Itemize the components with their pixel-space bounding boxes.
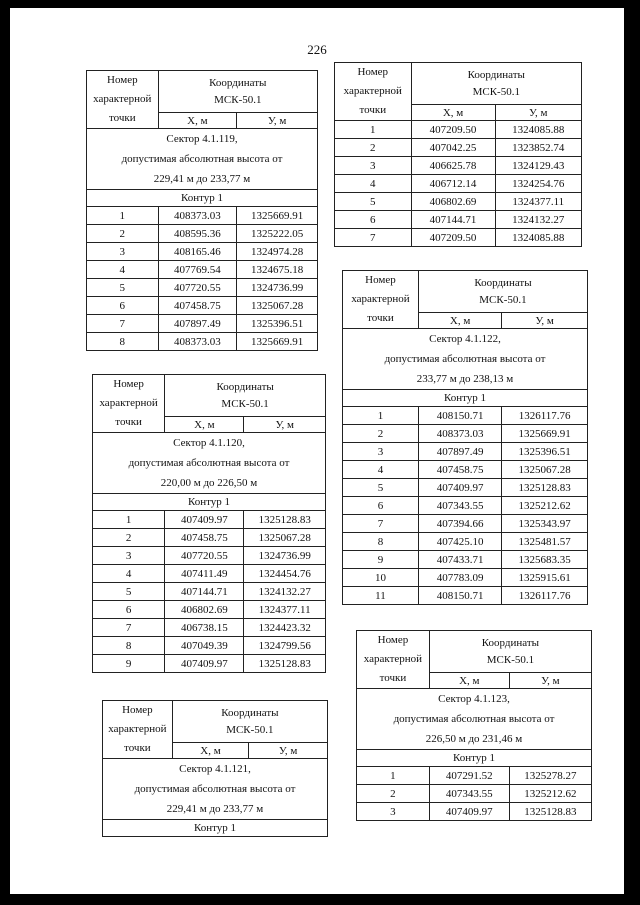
x-coordinate: 407720.55	[165, 547, 244, 565]
y-coordinate: 1324736.99	[244, 547, 326, 565]
table-row	[93, 601, 326, 619]
point-number: 4	[335, 175, 412, 193]
point-number: 7	[93, 619, 165, 637]
x-coordinate: 407458.75	[158, 297, 237, 315]
x-coordinate: 407411.49	[165, 565, 244, 583]
y-coordinate: 1324085.88	[495, 121, 581, 139]
x-coordinate: 408373.03	[158, 333, 237, 351]
x-coordinate: 407409.97	[165, 511, 244, 529]
table-row	[343, 569, 588, 587]
header-coordinates: Координаты МСК-50.1	[158, 71, 317, 113]
header-point-number: Номер характерной точки	[93, 375, 165, 433]
table-row	[87, 243, 318, 261]
point-number: 6	[93, 601, 165, 619]
point-number: 8	[343, 533, 419, 551]
header-coordinates: Координаты МСК-50.1	[429, 631, 591, 673]
header-point-number: Номер характерной точки	[335, 63, 412, 121]
table-row	[343, 461, 588, 479]
table-row	[343, 587, 588, 605]
x-coordinate: 407409.97	[429, 803, 509, 821]
x-coordinate: 408373.03	[418, 425, 501, 443]
point-number: 7	[87, 315, 159, 333]
x-coordinate: 408150.71	[418, 587, 501, 605]
y-coordinate: 1325128.83	[244, 511, 326, 529]
table-row	[357, 767, 592, 785]
header-coordinates: Координаты МСК-50.1	[165, 375, 326, 417]
header-coordinates: Координаты МСК-50.1	[172, 701, 327, 743]
point-number: 1	[87, 207, 159, 225]
header-x: X, м	[172, 743, 249, 759]
point-number: 3	[335, 157, 412, 175]
table-row	[87, 207, 318, 225]
coordinate-table	[356, 630, 592, 821]
x-coordinate: 406802.69	[411, 193, 495, 211]
y-coordinate: 1324132.27	[244, 583, 326, 601]
point-number: 6	[335, 211, 412, 229]
y-coordinate: 1324675.18	[237, 261, 318, 279]
table-row	[343, 407, 588, 425]
table-row	[357, 785, 592, 803]
point-number: 4	[93, 565, 165, 583]
header-x: X, м	[429, 673, 509, 689]
point-number: 5	[93, 583, 165, 601]
x-coordinate: 407897.49	[418, 443, 501, 461]
y-coordinate: 1324799.56	[244, 637, 326, 655]
header-x: X, м	[418, 313, 501, 329]
coord-table-sector-122	[342, 270, 588, 605]
table-row	[93, 637, 326, 655]
point-number: 1	[343, 407, 419, 425]
y-coordinate: 1324377.11	[495, 193, 581, 211]
point-number: 11	[343, 587, 419, 605]
point-number: 10	[343, 569, 419, 587]
y-coordinate: 1325669.91	[502, 425, 588, 443]
table-row	[335, 229, 582, 247]
point-number: 6	[87, 297, 159, 315]
x-coordinate: 407209.50	[411, 121, 495, 139]
point-number: 8	[93, 637, 165, 655]
table-row	[93, 583, 326, 601]
header-y: У, м	[495, 105, 581, 121]
x-coordinate: 407409.97	[165, 655, 244, 673]
point-number: 4	[87, 261, 159, 279]
x-coordinate: 407769.54	[158, 261, 237, 279]
header-point-number: Номер характерной точки	[103, 701, 173, 759]
point-number: 7	[343, 515, 419, 533]
table-row	[93, 565, 326, 583]
table-row	[335, 175, 582, 193]
header-point-number: Номер характерной точки	[357, 631, 430, 689]
y-coordinate: 1325067.28	[502, 461, 588, 479]
point-number: 2	[343, 425, 419, 443]
point-number: 2	[335, 139, 412, 157]
table-row	[335, 157, 582, 175]
coordinate-table	[334, 62, 582, 247]
y-coordinate: 1324736.99	[237, 279, 318, 297]
table-row	[343, 479, 588, 497]
table-row	[93, 655, 326, 673]
table-row	[87, 225, 318, 243]
point-number: 2	[87, 225, 159, 243]
point-number: 5	[335, 193, 412, 211]
table-row	[87, 315, 318, 333]
coordinate-table	[342, 270, 588, 605]
table-row	[335, 121, 582, 139]
table-row	[87, 333, 318, 351]
point-number: 8	[87, 333, 159, 351]
header-point-number: Номер характерной точки	[87, 71, 159, 129]
contour-label: Контур 1	[103, 820, 328, 837]
x-coordinate: 407209.50	[411, 229, 495, 247]
table-row	[335, 193, 582, 211]
header-y: У, м	[244, 417, 326, 433]
document-page	[10, 8, 624, 894]
point-number: 5	[343, 479, 419, 497]
x-coordinate: 407897.49	[158, 315, 237, 333]
header-x: X, м	[165, 417, 244, 433]
table-row	[335, 139, 582, 157]
y-coordinate: 1325343.97	[502, 515, 588, 533]
table-row	[343, 497, 588, 515]
table-row	[357, 803, 592, 821]
point-number: 4	[343, 461, 419, 479]
x-coordinate: 407394.66	[418, 515, 501, 533]
y-coordinate: 1325915.61	[502, 569, 588, 587]
y-coordinate: 1326117.76	[502, 407, 588, 425]
point-number: 1	[335, 121, 412, 139]
table-row	[87, 279, 318, 297]
y-coordinate: 1324129.43	[495, 157, 581, 175]
x-coordinate: 406738.15	[165, 619, 244, 637]
header-y: У, м	[249, 743, 328, 759]
point-number: 6	[343, 497, 419, 515]
header-coordinates: Координаты МСК-50.1	[411, 63, 581, 105]
table-row	[93, 511, 326, 529]
page-number: 226	[307, 42, 327, 57]
x-coordinate: 407049.39	[165, 637, 244, 655]
point-number: 5	[87, 279, 159, 297]
point-number: 1	[357, 767, 430, 785]
table-row	[343, 443, 588, 461]
y-coordinate: 1325396.51	[237, 315, 318, 333]
table-row	[343, 515, 588, 533]
y-coordinate: 1324377.11	[244, 601, 326, 619]
table-row	[87, 297, 318, 315]
x-coordinate: 407425.10	[418, 533, 501, 551]
x-coordinate: 406712.14	[411, 175, 495, 193]
x-coordinate: 408150.71	[418, 407, 501, 425]
y-coordinate: 1325212.62	[502, 497, 588, 515]
x-coordinate: 406802.69	[165, 601, 244, 619]
point-number: 2	[93, 529, 165, 547]
sector-caption: Сектор 4.1.120, допустимая абсолютная высота от 220,00 м до 226,50 м	[93, 433, 326, 494]
point-number: 3	[87, 243, 159, 261]
coord-table-continued	[334, 62, 582, 247]
y-coordinate: 1325128.83	[509, 803, 591, 821]
x-coordinate: 407291.52	[429, 767, 509, 785]
coordinate-table	[92, 374, 326, 673]
y-coordinate: 1325683.35	[502, 551, 588, 569]
x-coordinate: 407343.55	[429, 785, 509, 803]
coord-table-sector-123	[356, 630, 592, 821]
y-coordinate: 1325212.62	[509, 785, 591, 803]
table-row	[335, 211, 582, 229]
y-coordinate: 1325128.83	[244, 655, 326, 673]
x-coordinate: 408165.46	[158, 243, 237, 261]
sector-caption: Сектор 4.1.121, допустимая абсолютная высота от 229,41 м до 233,77 м	[103, 759, 328, 820]
y-coordinate: 1325481.57	[502, 533, 588, 551]
table-row	[343, 425, 588, 443]
point-number: 3	[93, 547, 165, 565]
y-coordinate: 1325669.91	[237, 333, 318, 351]
coord-table-sector-121	[102, 700, 328, 837]
sector-caption: Сектор 4.1.119, допустимая абсолютная высота от 229,41 м до 233,77 м	[87, 129, 318, 190]
y-coordinate: 1324974.28	[237, 243, 318, 261]
y-coordinate: 1323852.74	[495, 139, 581, 157]
y-coordinate: 1324454.76	[244, 565, 326, 583]
table-row	[343, 551, 588, 569]
y-coordinate: 1325128.83	[502, 479, 588, 497]
header-x: X, м	[411, 105, 495, 121]
x-coordinate: 407458.75	[418, 461, 501, 479]
table-row	[343, 533, 588, 551]
point-number: 1	[93, 511, 165, 529]
header-y: У, м	[237, 113, 318, 129]
coordinate-table	[102, 700, 328, 837]
y-coordinate: 1326117.76	[502, 587, 588, 605]
y-coordinate: 1324423.32	[244, 619, 326, 637]
contour-label: Контур 1	[357, 750, 592, 767]
contour-label: Контур 1	[87, 190, 318, 207]
table-row	[93, 547, 326, 565]
x-coordinate: 407433.71	[418, 551, 501, 569]
point-number: 2	[357, 785, 430, 803]
x-coordinate: 407343.55	[418, 497, 501, 515]
header-y: У, м	[502, 313, 588, 329]
y-coordinate: 1325222.05	[237, 225, 318, 243]
x-coordinate: 407144.71	[411, 211, 495, 229]
point-number: 3	[357, 803, 430, 821]
point-number: 9	[93, 655, 165, 673]
point-number: 7	[335, 229, 412, 247]
y-coordinate: 1324254.76	[495, 175, 581, 193]
sector-caption: Сектор 4.1.122, допустимая абсолютная высота от 233,77 м до 238,13 м	[343, 329, 588, 390]
header-point-number: Номер характерной точки	[343, 271, 419, 329]
point-number: 9	[343, 551, 419, 569]
x-coordinate: 407783.09	[418, 569, 501, 587]
point-number: 3	[343, 443, 419, 461]
y-coordinate: 1324132.27	[495, 211, 581, 229]
sector-caption: Сектор 4.1.123, допустимая абсолютная высота от 226,50 м до 231,46 м	[357, 689, 592, 750]
table-row	[93, 529, 326, 547]
y-coordinate: 1325067.28	[237, 297, 318, 315]
x-coordinate: 408373.03	[158, 207, 237, 225]
x-coordinate: 407042.25	[411, 139, 495, 157]
coordinate-table	[86, 70, 318, 351]
header-coordinates: Координаты МСК-50.1	[418, 271, 587, 313]
coord-table-sector-120	[92, 374, 326, 673]
contour-label: Контур 1	[93, 494, 326, 511]
table-row	[93, 619, 326, 637]
y-coordinate: 1325396.51	[502, 443, 588, 461]
x-coordinate: 406625.78	[411, 157, 495, 175]
y-coordinate: 1324085.88	[495, 229, 581, 247]
y-coordinate: 1325278.27	[509, 767, 591, 785]
y-coordinate: 1325669.91	[237, 207, 318, 225]
x-coordinate: 407720.55	[158, 279, 237, 297]
x-coordinate: 407458.75	[165, 529, 244, 547]
x-coordinate: 407409.97	[418, 479, 501, 497]
header-x: X, м	[158, 113, 237, 129]
x-coordinate: 407144.71	[165, 583, 244, 601]
y-coordinate: 1325067.28	[244, 529, 326, 547]
coord-table-sector-119	[86, 70, 318, 351]
x-coordinate: 408595.36	[158, 225, 237, 243]
header-y: У, м	[509, 673, 591, 689]
contour-label: Контур 1	[343, 390, 588, 407]
table-row	[87, 261, 318, 279]
